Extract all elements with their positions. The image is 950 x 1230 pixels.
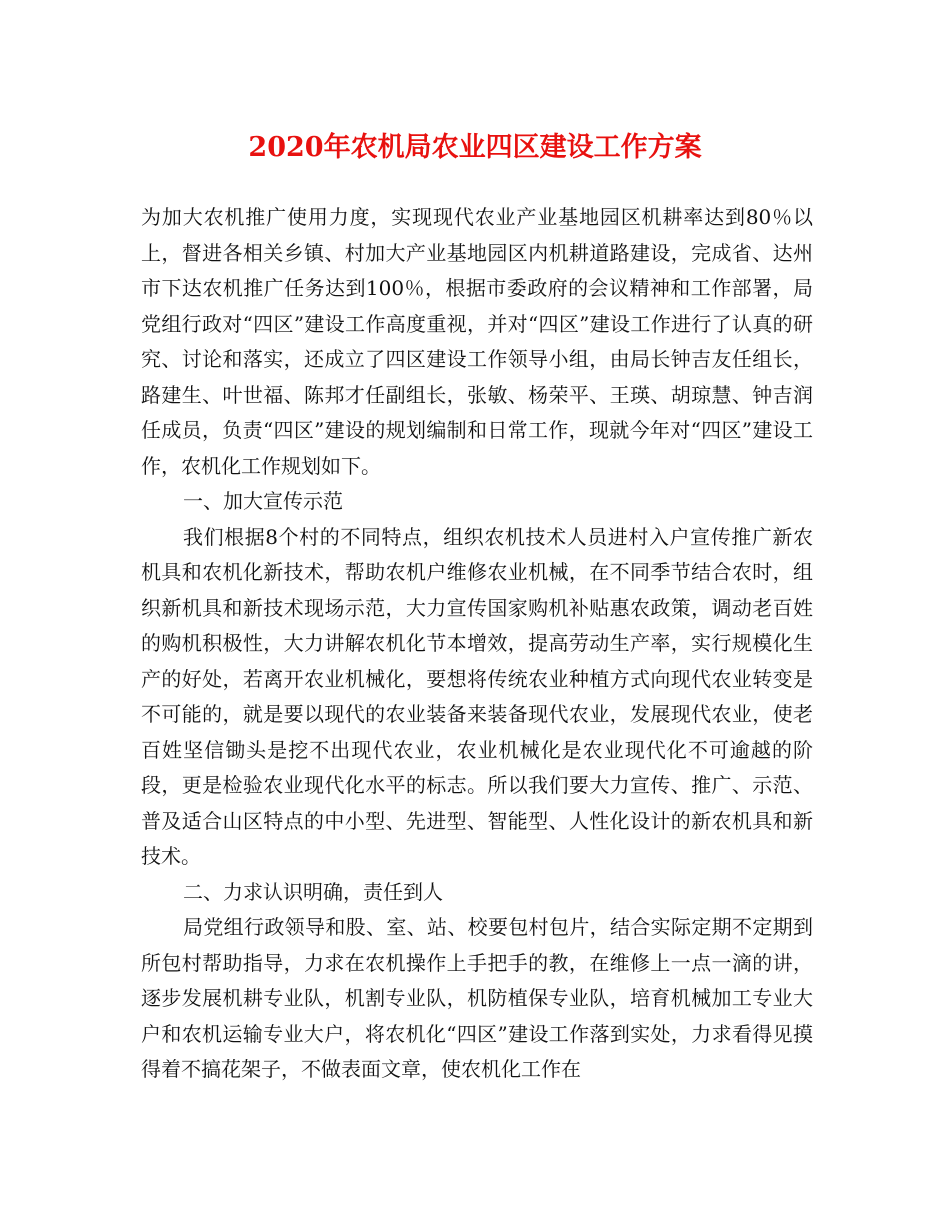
section-heading-1: 一、加大宣传示范: [183, 489, 343, 513]
paragraph-section-1: 我们根据8个村的不同特点，组织农机技术人员进村入户宣传推广新农机具和农机化新技术，帮助农机户维修农业机械，在不同季节结合农时，组织新机具和新技术现场示范，大力宣传国家购机补贴惠农政策，调动老百姓的购机积极性，大力讲解农机化节本增效，提高劳动生产率，实行规模化生产的好处，若离开农业机械化，要想将传统农业种植方式向现代农业转变是不可能的，就是要以现代的农业装备来装备现代农业，发展现代农业，使老百姓坚信锄头是挖不出现代农业，农业机械化是农业现代化不可逾越的阶段，更是检验农业现代化水平的标志。所以我们要大力宣传、推广、示范、普及适合山区特点的中小型、先进型、智能型、人性化设计的新农机具和新技术。: [141, 524, 813, 868]
paragraph-intro: 为加大农机推广使用力度，实现现代农业产业基地园区机耕率达到80％以上，督进各相关乡镇、村加大产业基地园区内机耕道路建设，完成省、达州市下达农机推广任务达到100％，根据市委政府的会议精神和工作部署，局党组行政对“四区”建设工作高度重视，并对“四区”建设工作进行了认真的研究、讨论和落实，还成立了四区建设工作领导小组，由局长钟吉友任组长，路建生、叶世福、陈邦才任副组长，张敏、杨荣平、王瑛、胡琼慧、钟吉润任成员，负责“四区”建设的规划编制和日常工作，现就今年对“四区”建设工作，农机化工作规划如下。: [141, 205, 813, 478]
section-heading-2: 二、力求认识明确，责任到人: [183, 879, 443, 904]
document-body: [141, 200, 813, 1088]
paragraph-section-2: 局党组行政领导和股、室、站、校要包村包片，结合实际定期不定期到所包村帮助指导，力求在农机操作上手把手的教，在维修上一点一滴的讲，逐步发展机耕专业队，机割专业队，机防植保专业队，培育机械加工专业大户和农机运输专业大户，将农机化“四区”建设工作落到实处，力求看得见摸得着不搞花架子，不做表面文章，使农机化工作在: [141, 915, 813, 1081]
document-title: 2020年农机局农业四区建设工作方案: [248, 132, 702, 163]
